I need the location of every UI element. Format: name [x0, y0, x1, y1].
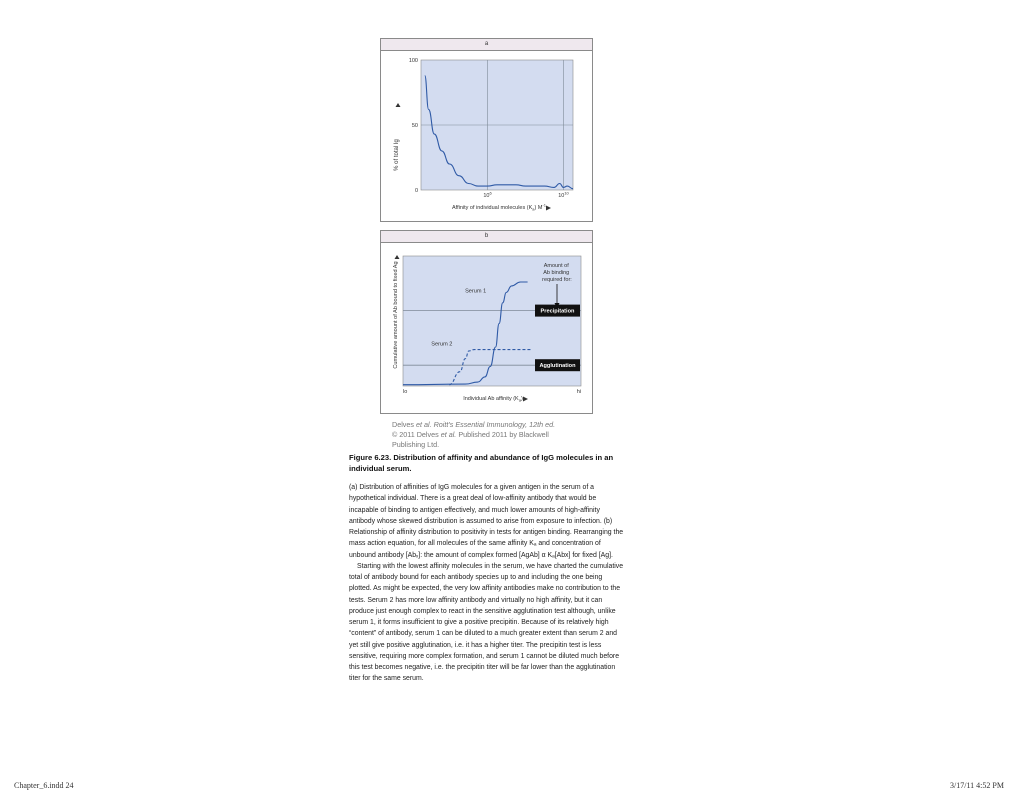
- x-min-label-b: lo: [403, 389, 408, 395]
- y-tick-label: 100: [408, 58, 418, 64]
- x-axis-label-b: Individual Ab affinity $(K_a)$: [463, 396, 523, 403]
- panel-a-label: a: [381, 39, 592, 51]
- panel-b-label: b: [381, 231, 592, 243]
- x-axis-label-a: Affinity of individual molecules $(K_a)$ $M^{-1}$: [451, 202, 547, 212]
- chart-a: [381, 39, 592, 221]
- x-max-label-b: hi: [576, 389, 581, 395]
- figure-description: [349, 482, 624, 685]
- annotation-b: Amount of Ab binding required for:: [542, 263, 572, 283]
- x-axis-arrow-b: [523, 397, 528, 402]
- figure-caption: Figure 6.23. Distribution of affinity and abundance of IgG molecules in an individual serum.: [349, 453, 614, 473]
- chart-b: [381, 231, 592, 413]
- y-tick-label: 0: [414, 188, 418, 194]
- x-axis-arrow-a: [546, 206, 551, 211]
- paragraph-2: Starting with the lowest affinity molecules in the serum, we have charted the cumulative total of antibody bound for each antibody species up to and including the one being plotted. As might be expected, the very low affinity antibodies make no contribution to the tests. Serum 2 has more low affinity antibody and virtually no high affinity, but it can produce just enough complex to react in the sensitive agglutination test although, unlike serum 1, it forms insufficient to give a positive precipitin. Because of its relatively high “content” of antibody, serum 1 can be diluted to a much greater extent than serum 2 and yet still give positive agglutination, i.e. it has a higher titer. The precipitin test is less sensitive, requiring more complex formation, and serum 1 cannot be diluted much before this test becomes negative, i.e. the precipitin titer will be far lower than the agglutination titer for the same serum.: [349, 562, 624, 683]
- series-label-serum-2: Serum 2: [431, 341, 453, 348]
- y-axis-arrow-a: [396, 103, 401, 107]
- y-axis-label-b: Cumulative amount of Ab bound to fixed Ag: [393, 261, 399, 369]
- figure-panel-a: [380, 38, 593, 222]
- series-label-serum-1: Serum 1: [465, 288, 487, 295]
- footer-filename: Chapter_6.indd 24: [14, 781, 74, 790]
- y-tick-label: 50: [411, 123, 418, 129]
- threshold-label-precipitation: Precipitation: [540, 308, 575, 315]
- figure-credit: Delves et al. Roitt's Essential Immunology, 12th ed. © 2011 Delves et al. Published 2011 by Blackwell Publishing Ltd.: [392, 420, 556, 449]
- x-tick-label: $10^{10}$: [558, 190, 569, 199]
- footer-timestamp: 3/17/11 4:52 PM: [950, 781, 1004, 790]
- figure-panel-b: [380, 230, 593, 414]
- threshold-label-agglutination: Agglutination: [539, 363, 576, 370]
- paragraph-1: (a) Distribution of affinities of IgG molecules for a given antigen in the serum of a hypothetical individual. There is a great deal of low-affinity antibody that would be incapable of binding to antigen effectively, and much lower amounts of high-affinity antibody whose skewed distribution is assumed to arise from exposure to infection. (b) Relationship of affinity distribution to positivity in tests for antigen binding. Rearranging the mass action equation, for all molecules of the same affinity Kₐ and concentration of unbound antibody [Abₓ]: the amount of complex formed [AgAb] α Kₐ[Abx] for fixed [Ag].: [349, 484, 624, 559]
- x-tick-label: $10^6$: [483, 190, 492, 199]
- y-axis-label-a: % of total Ig: [394, 139, 400, 171]
- y-axis-arrow-b: [395, 255, 400, 259]
